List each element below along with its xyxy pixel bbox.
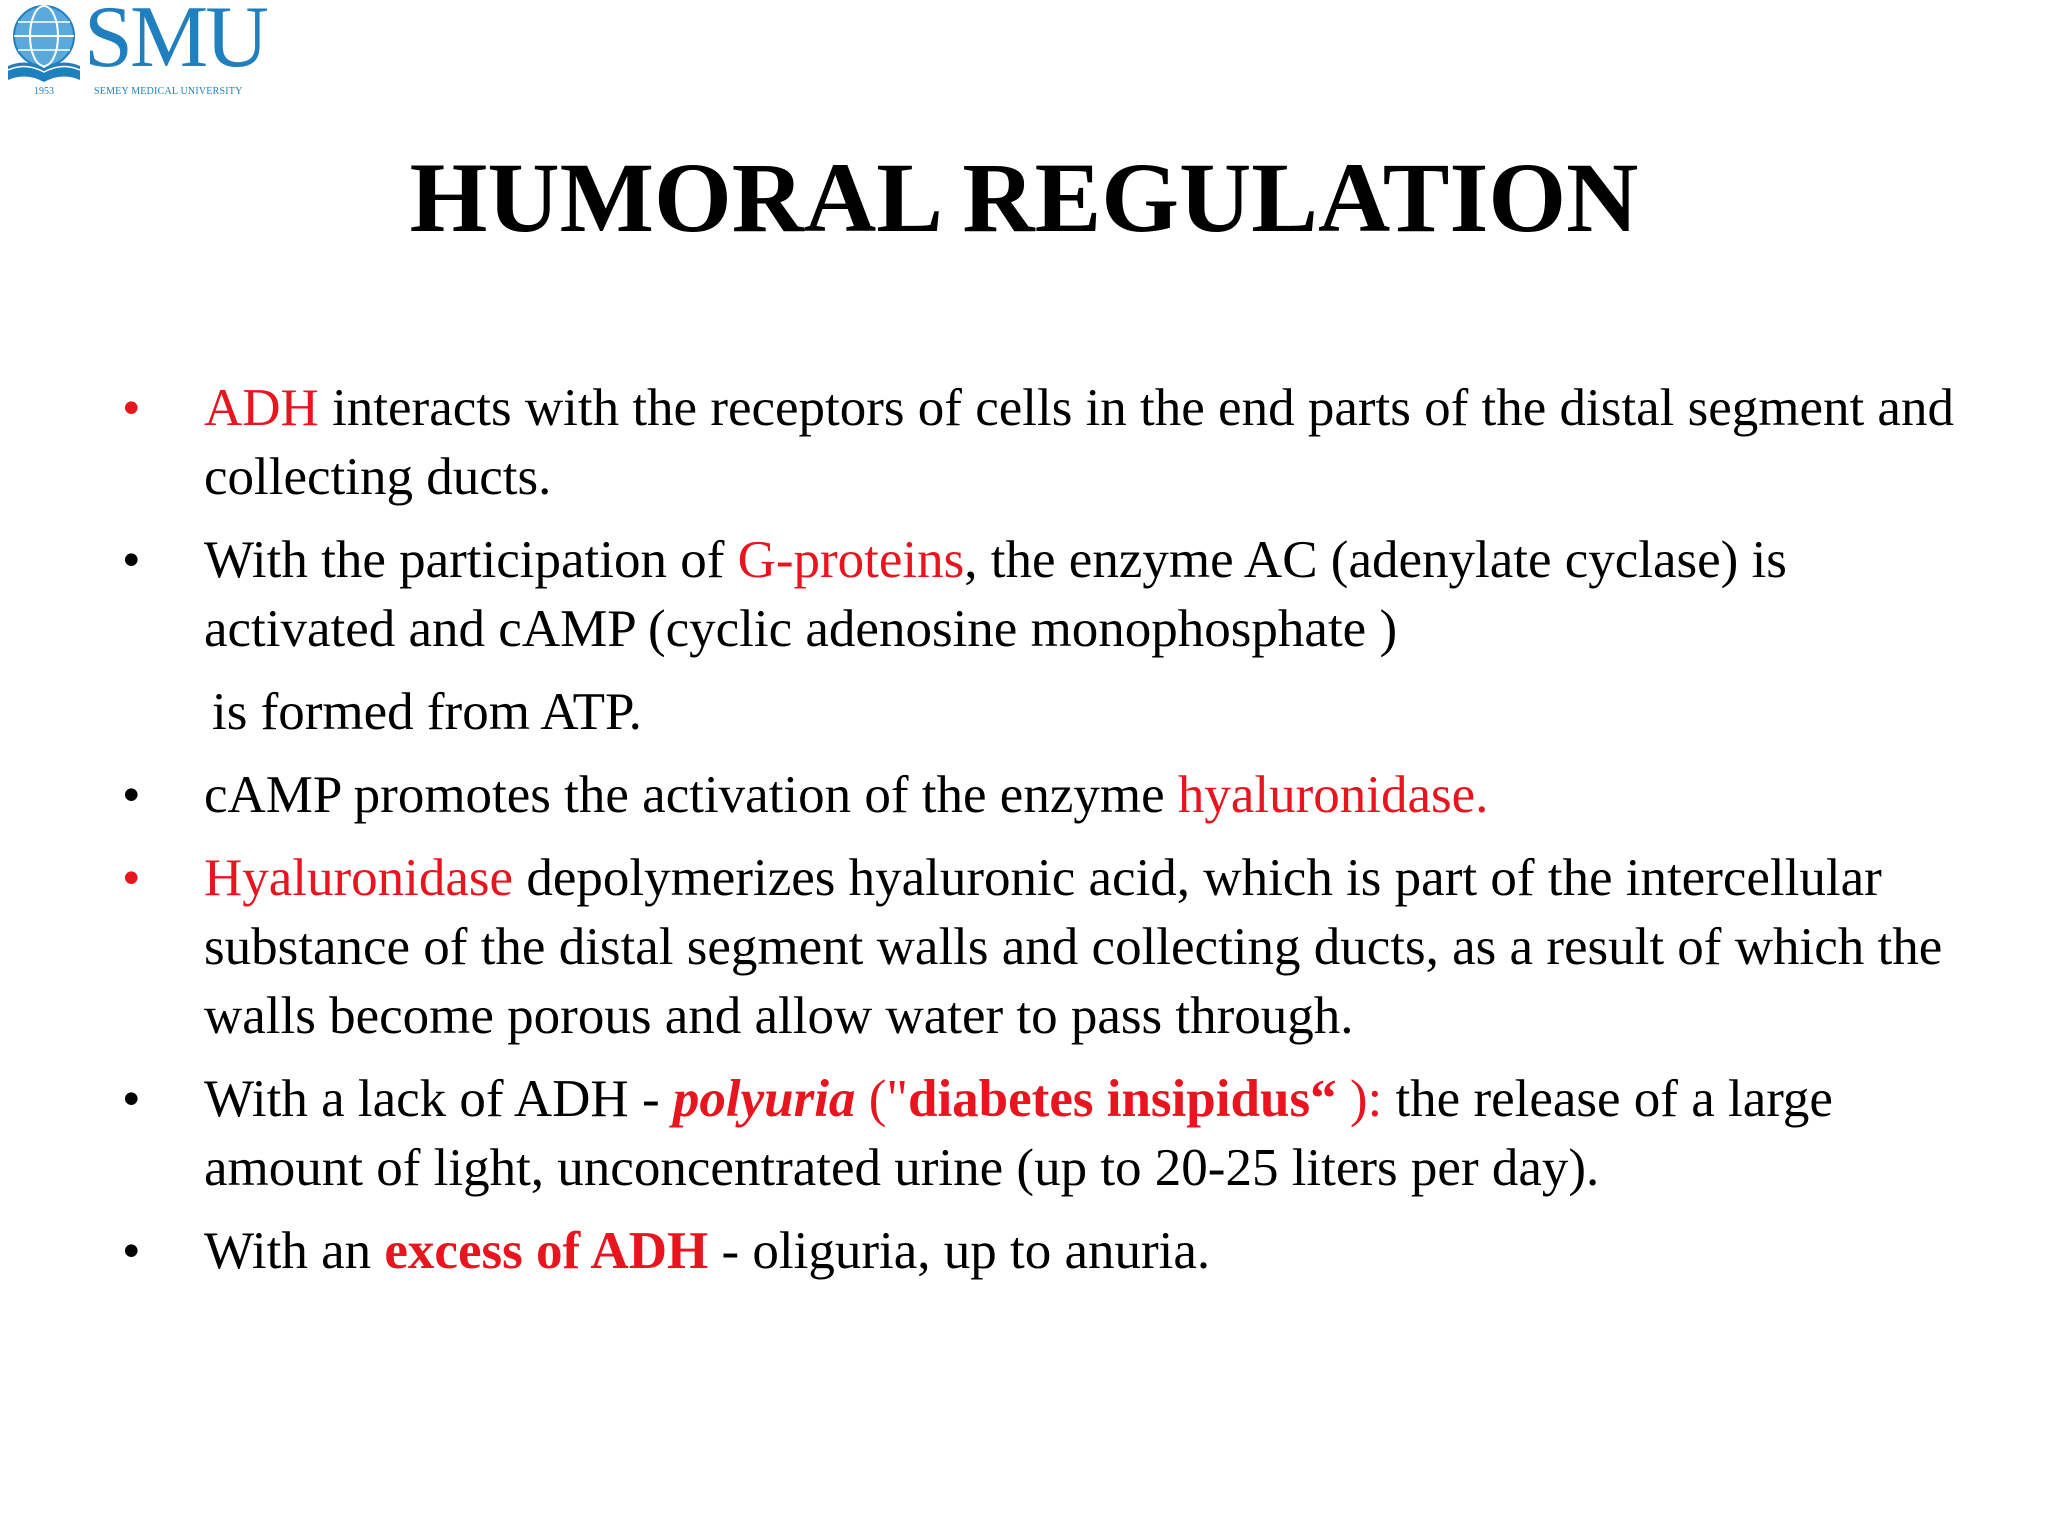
bullet-text-post: the release of a large amount of light, unconcentrated urine (up to 20-25 liters per day). xyxy=(204,1070,1833,1197)
globe-book-icon xyxy=(4,0,88,96)
term-hyaluronidase-cap: Hyaluronidase xyxy=(204,849,514,907)
bullet-marker: • xyxy=(122,531,141,589)
bullet-text-pre: With the participation of xyxy=(204,531,738,589)
bullet-text-pre: cAMP promotes the activation of the enzyme xyxy=(204,766,1178,824)
bullet-marker: • xyxy=(122,1070,141,1128)
bullet-continuation-atp: is formed from ATP. xyxy=(212,683,642,741)
bullet-list xyxy=(122,374,1982,1300)
bullet-text-pre: With a lack of ADH - xyxy=(204,1070,673,1128)
paren-open: (" xyxy=(855,1070,908,1128)
term-g-proteins: G-proteins xyxy=(737,531,965,589)
logo-year: 1953 xyxy=(34,86,54,97)
bullet-item-camp xyxy=(122,761,1982,830)
bullet-marker: • xyxy=(122,379,141,437)
term-hyaluronidase: hyaluronidase. xyxy=(1177,766,1489,824)
bullet-text-post: , the enzyme AC (adenylate cyclase) is activated and cAMP (cyclic adenosine monophosphate ) xyxy=(204,531,1787,658)
term-excess-of-adh: excess of ADH xyxy=(384,1222,709,1280)
bullet-text-pre: With an xyxy=(204,1222,385,1280)
smu-logo xyxy=(4,0,284,100)
paren-close: ): xyxy=(1349,1070,1383,1128)
bullet-text: depolymerizes hyaluronic acid, which is part of the intercellular substance of the distal segment walls and collecting ducts, as a result of which the walls become porous and allow water to pass through. xyxy=(204,849,1943,1045)
term-diabetes-insipidus: diabetes insipidus“ xyxy=(907,1070,1350,1128)
bullet-text: interacts with the receptors of cells in the end parts of the distal segment and collecting ducts. xyxy=(204,379,1954,506)
bullet-item-excess-of-adh xyxy=(122,1217,1982,1286)
bullet-marker: • xyxy=(122,849,141,907)
term-polyuria: polyuria xyxy=(672,1070,856,1128)
slide-title: HUMORAL REGULATION xyxy=(409,142,1639,253)
bullet-item-lack-of-adh xyxy=(122,1065,1982,1203)
bullet-item-g-proteins xyxy=(122,526,1982,664)
bullet-marker: • xyxy=(122,1222,141,1280)
term-adh: ADH xyxy=(204,379,319,437)
bullet-text-post: - oliguria, up to anuria. xyxy=(708,1222,1211,1280)
logo-wordmark: SMU xyxy=(84,0,266,86)
bullet-item-hyaluronidase xyxy=(122,844,1982,1051)
logo-university-name: SEMEY MEDICAL UNIVERSITY xyxy=(94,86,243,97)
bullet-item-adh-receptors xyxy=(122,374,1982,512)
bullet-marker: • xyxy=(122,766,141,824)
